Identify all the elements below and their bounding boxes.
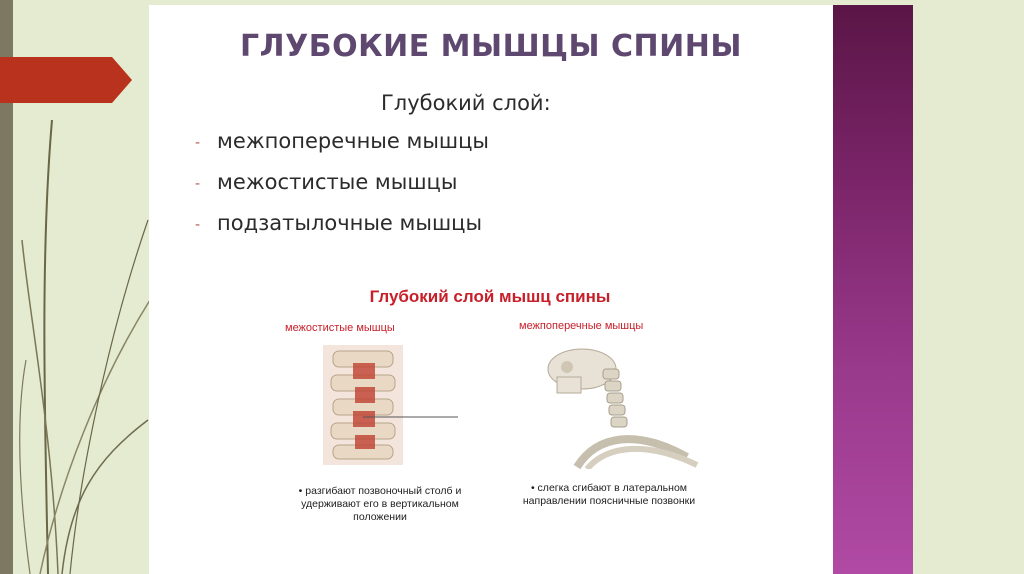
figure-caption-right: межпоперечные мышцы — [519, 320, 644, 332]
figure-title: Глубокий слой мышц спины — [369, 287, 611, 306]
anatomy-figure — [257, 275, 723, 557]
figure-note-right: • слегка сгибают в латеральном направлении поясничные позвонки — [522, 482, 696, 507]
purple-side-band — [833, 5, 913, 574]
bullet-text: межпоперечные мышцы — [217, 129, 489, 153]
slide-title: ГЛУБОКИЕ МЫШЦЫ СПИНЫ — [240, 29, 742, 64]
slide-content — [149, 5, 833, 574]
bullet-marker: - — [195, 176, 201, 192]
bullet-text: межостистые мышцы — [217, 170, 458, 194]
subheading: Глубокий слой: — [381, 91, 551, 115]
arrow-tab-icon — [0, 57, 132, 103]
figure-caption-left: межостистые мышцы — [285, 322, 395, 334]
figure-note-left: • разгибают позвоночный столб и удерживают его в вертикальном положении — [298, 485, 462, 523]
neck-skeleton-illustration — [537, 347, 707, 469]
bullet-text: подзатылочные мышцы — [217, 211, 483, 235]
bullet-marker: - — [195, 217, 201, 233]
bullet-marker: - — [195, 135, 201, 151]
spine-muscles-illustration — [293, 345, 463, 465]
